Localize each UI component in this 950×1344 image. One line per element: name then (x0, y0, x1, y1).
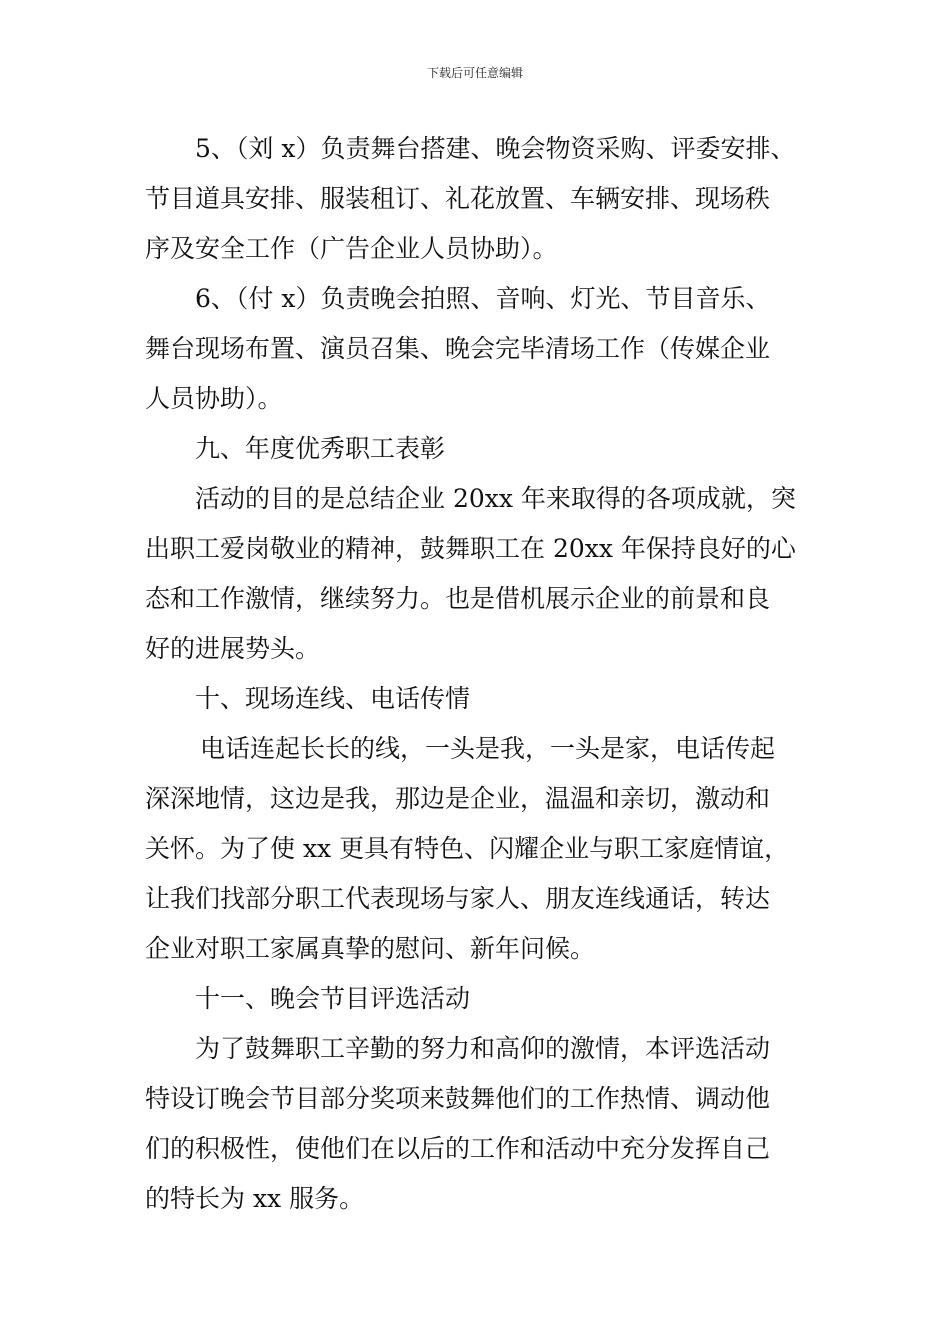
section-11-line-2: 特设订晚会节目部分奖项来鼓舞他们的工作热情、调动他 (145, 1084, 771, 1113)
section-11-heading: 十一、晚会节目评选活动 (195, 984, 471, 1013)
section-10-line-2: 深深地情，这边是我，那边是企业，温温和亲切，激动和 (145, 784, 771, 813)
item-5-line-1: 5、（刘 x）负责舞台搭建、晚会物资采购、评委安排、 (195, 134, 796, 163)
section-9-line-3: 态和工作激情，继续努力。也是借机展示企业的前景和良 (145, 584, 771, 613)
section-9-line-4: 好的进展势头。 (145, 634, 321, 663)
item-6-line-2: 舞台现场布置、演员召集、晚会完毕清场工作（传媒企业 (145, 334, 771, 363)
section-9-heading: 九、年度优秀职工表彰 (195, 434, 446, 463)
page-header-note: 下载后可任意编辑 (426, 66, 523, 80)
item-5-line-2: 节目道具安排、服装租订、礼花放置、车辆安排、现场秩 (145, 184, 771, 213)
section-9-line-1: 活动的目的是总结企业 20xx 年来取得的各项成就，突 (195, 484, 796, 513)
section-11-line-1: 为了鼓舞职工辛勤的努力和高仰的激情，本评选活动 (195, 1034, 771, 1063)
document-body (145, 124, 810, 1224)
section-9-line-2: 出职工爱岗敬业的精神，鼓舞职工在 20xx 年保持良好的心 (145, 534, 796, 563)
section-11-line-3: 们的积极性，使他们在以后的工作和活动中充分发挥自己 (145, 1134, 771, 1163)
item-5-line-3: 序及安全工作（广告企业人员协助）。 (145, 234, 558, 263)
section-10-line-3: 关怀。为了使 xx 更具有特色、闪耀企业与职工家庭情谊， (145, 834, 790, 863)
item-6-line-1: 6、（付 x）负责晚会拍照、音响、灯光、节目音乐、 (195, 284, 771, 313)
section-10-line-1: 电话连起长长的线，一头是我，一头是家，电话传起 (200, 734, 776, 763)
section-11-line-4: 的特长为 xx 服务。 (145, 1184, 365, 1213)
section-10-line-4: 让我们找部分职工代表现场与家人、朋友连线通话，转达 (145, 884, 771, 913)
item-6-line-3: 人员协助）。 (145, 384, 283, 413)
section-10-line-5: 企业对职工家属真挚的慰问、新年问候。 (145, 934, 596, 963)
section-10-heading: 十、现场连线、电话传情 (195, 684, 471, 713)
